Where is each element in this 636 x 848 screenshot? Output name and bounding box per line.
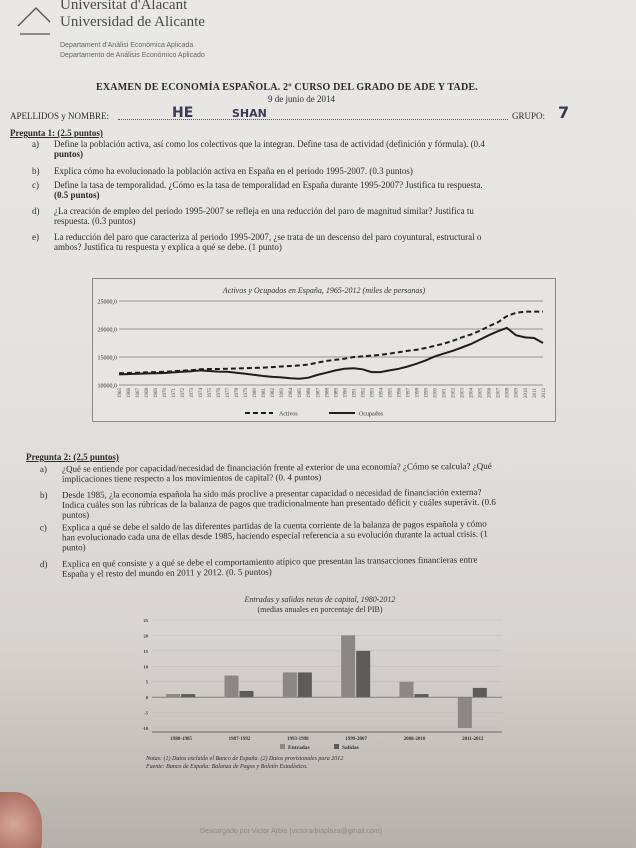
q2-item-text-cont2: puntos): [62, 509, 90, 520]
q1-item-d: [32, 206, 617, 230]
q2-item-c: [40, 517, 620, 556]
capital-flows-chart: [130, 592, 510, 792]
x-category-label: 2011-2012: [462, 737, 484, 742]
bar-salidas: [181, 694, 195, 697]
university-name-valencian: Universitat d'Alacant: [60, 0, 188, 13]
line-chart-svg: [93, 279, 555, 421]
legend-label-salidas: Salidas: [342, 745, 359, 751]
legend-swatch-entradas: [280, 744, 285, 749]
q1-item-a: [32, 139, 612, 163]
x-tick-label: 1977: [226, 388, 232, 398]
x-tick-label: 1976: [217, 388, 223, 398]
q2-item-letter: d): [39, 558, 48, 570]
chart-source: Fuente: Banco de España: Balanza de Pagos y Boletín Estadístico.: [146, 764, 308, 770]
q1-item-c: [32, 180, 617, 204]
q1-item-letter: e): [32, 232, 39, 242]
x-tick-label: 2011: [532, 388, 538, 398]
x-tick-label: 1985: [298, 388, 304, 398]
x-tick-label: 2012: [541, 388, 547, 398]
legend-label-entradas: Entradas: [288, 745, 310, 751]
x-tick-label: 1975: [208, 388, 214, 398]
y-tick-label: 20: [143, 633, 148, 639]
series-line-ocupados: [119, 328, 543, 379]
bar-salidas: [298, 672, 312, 697]
x-tick-label: 1995: [388, 388, 394, 398]
q1-item-letter: c): [32, 180, 39, 190]
university-name-spanish: Universidad de Alicante: [60, 14, 205, 30]
q1-item-b: [32, 166, 612, 178]
bar-entradas: [341, 635, 355, 697]
y-tick-label: 25000,0: [97, 299, 117, 306]
surname-label: APELLIDOS y NOMBRE:: [10, 111, 110, 121]
q1-item-text: La reducción del paro que caracteriza al periodo 1995-2007, ¿se trata de un descenso del paro coyuntural, estructural o: [54, 232, 482, 242]
y-tick-label: 25: [143, 618, 148, 623]
x-tick-label: 1990: [343, 388, 349, 398]
bar-entradas: [458, 697, 472, 728]
x-tick-label: 1981: [262, 388, 268, 398]
q2-item-letter: a): [39, 463, 47, 475]
x-tick-label: 1970: [162, 388, 168, 398]
chart-title: Entradas y salidas netas de capital, 1980-2012: [244, 595, 396, 604]
group-label: GRUPO:: [512, 111, 546, 121]
y-tick-label: 10: [143, 664, 148, 670]
x-tick-label: 1980: [253, 388, 259, 398]
legend-label-ocupados: Ocupados: [359, 411, 383, 418]
x-tick-label: 2005: [478, 388, 484, 398]
q2-item-text: ¿Qué se entiende por capacidad/necesidad de financiación frente al exterior de una economía? ¿Cómo se calcula? ¿Qué: [61, 460, 492, 474]
q2-item-text-cont: han evolucionado cada una de ellas desde 1985, haciendo especial referencia a su evolución durante la actual crisis. (1: [61, 528, 488, 543]
x-category-label: 2008-2010: [403, 737, 426, 742]
x-tick-label: 2003: [460, 388, 466, 398]
q1-item-text: Explica cómo ha evolucionado la población activa en España en el periodo 1995-2007. (0.3 puntos): [54, 166, 413, 176]
handwritten-group: 7: [558, 103, 570, 122]
x-tick-label: 1983: [280, 388, 286, 398]
x-tick-label: 1968: [144, 388, 150, 398]
y-tick-label: 5: [145, 679, 148, 685]
x-category-label: 1993-1998: [286, 737, 309, 742]
department-valencian: Departament d'Anàlisi Econòmica Aplicada: [60, 42, 194, 49]
y-tick-label: 15000,0: [97, 355, 117, 362]
q2-item-text-cont2: punto): [62, 542, 86, 553]
x-category-label: 1980-1985: [170, 737, 193, 742]
x-tick-label: 2002: [451, 388, 457, 398]
q1-item-letter: b): [32, 166, 40, 176]
x-tick-label: 1966: [126, 388, 132, 398]
q1-item-text: Define la tasa de temporalidad. ¿Cómo es la tasa de temporalidad en España durante 1995-2007? Justifica tu respuesta.: [54, 180, 483, 190]
x-tick-label: 2001: [442, 388, 448, 398]
x-tick-label: 2000: [433, 388, 439, 398]
handwritten-name: SHAN: [232, 107, 267, 120]
x-tick-label: 1982: [271, 388, 277, 398]
x-tick-label: 2008: [505, 388, 511, 398]
q2-item-text: Explica en qué consiste y a qué se debe el comportamiento atípico que presentan las transacciones financieras entre: [61, 554, 478, 569]
x-tick-label: 1991: [352, 388, 358, 398]
q1-item-letter: d): [32, 206, 40, 216]
x-tick-label: 1965: [117, 388, 123, 398]
q2-item-d: [40, 553, 625, 583]
x-category-label: 1999-2007: [345, 737, 368, 742]
x-tick-label: 2007: [496, 388, 502, 398]
x-tick-label: 1967: [135, 388, 141, 398]
activos-ocupados-chart: [92, 278, 556, 422]
x-tick-label: 1997: [406, 388, 412, 398]
chart-subtitle: (medias anuales en porcentaje del PIB): [257, 605, 383, 614]
x-tick-label: 2009: [514, 388, 520, 398]
q2-item-letter: b): [39, 489, 48, 501]
question-1-heading: Pregunta 1: (2.5 puntos): [10, 128, 103, 138]
q1-item-e: [32, 232, 622, 256]
q2-item-text-cont: Indica cuáles son las rúbricas de la balanza de pagos que tradicionalmente han presentado déficit y cuáles superávit. (0.6: [61, 496, 496, 510]
thumb-photo-element: [0, 792, 42, 848]
x-tick-label: 1986: [307, 388, 313, 398]
bar-chart-svg: [130, 592, 510, 792]
x-tick-label: 1994: [379, 388, 385, 398]
x-tick-label: 1978: [235, 388, 241, 398]
download-watermark: Descargado por Victor Arbia (victorarbiaplaza@gmail.com): [200, 828, 383, 835]
q1-item-text: Define la población activa, así como los colectivos que la integran. Define tasa de actividad (definición y fórmula). (0.4: [54, 139, 485, 149]
series-line-activos: [119, 312, 543, 374]
x-tick-label: 2006: [487, 388, 493, 398]
q2-item-text-cont: implicaciones tiene respecto a los movimientos de capital? (0. 4 puntos): [61, 472, 322, 484]
legend-label-activos: Activos: [279, 411, 298, 418]
q1-item-text-cont: puntos): [54, 149, 84, 159]
exam-date: 9 de junio de 2014: [268, 94, 335, 104]
y-tick-label: 10000,0: [97, 383, 117, 390]
bar-salidas: [473, 688, 487, 697]
exam-title: EXAMEN DE ECONOMÍA ESPAÑOLA. 2º CURSO DEL GRADO DE ADE Y TADE.: [96, 82, 478, 93]
q1-item-text-cont: (0.5 puntos): [54, 190, 100, 200]
university-logo: [14, 2, 54, 42]
x-tick-label: 1996: [397, 388, 403, 398]
chart-notes: Notas: (1) Datos excluido el Banco de España. (2) Datos provisionales para 2012: [146, 756, 344, 762]
x-tick-label: 2010: [523, 388, 529, 398]
bar-salidas: [240, 691, 254, 697]
x-tick-label: 2004: [469, 388, 475, 398]
x-tick-label: 1972: [180, 388, 186, 398]
q1-item-text-cont: respuesta. (0.3 puntos): [54, 216, 136, 226]
x-tick-label: 1999: [424, 388, 430, 398]
handwritten-surname: HE: [172, 105, 194, 121]
q2-item-a: [40, 460, 620, 488]
x-category-label: 1987-1992: [228, 737, 251, 742]
x-tick-label: 1993: [370, 388, 376, 398]
department-spanish: Departamento de Análisis Económico Aplicado: [60, 52, 205, 59]
x-tick-label: 1987: [316, 388, 322, 398]
x-tick-label: 1998: [415, 388, 421, 398]
y-tick-label: 20000,0: [97, 327, 117, 334]
x-tick-label: 1992: [361, 388, 367, 398]
q1-item-text: ¿La creación de empleo del periodo 1995-2007 se refleja en una reducción del paro de magnitud similar? Justifica tu: [54, 206, 474, 216]
bar-entradas: [400, 682, 414, 697]
q2-item-text: Desde 1985, ¿la economía española ha sido más proclive a presentar capacidad o necesidad de financiación externa?: [61, 486, 482, 500]
x-tick-label: 1974: [198, 388, 204, 398]
bar-entradas: [166, 694, 180, 697]
bar-salidas: [415, 694, 429, 697]
q1-item-text-cont: ambos? Justifica tu respuesta y explica a qué se debe. (1 punto): [54, 242, 282, 252]
x-tick-label: 1973: [189, 388, 195, 398]
x-tick-label: 1979: [244, 388, 250, 398]
y-tick-label: 0: [145, 695, 148, 701]
q2-item-text-cont: España y el resto del mundo en 2011 y 2012. (0. 5 puntos): [61, 566, 272, 579]
chart-title: Activos y Ocupados en España, 1965-2012 (miles de personas): [222, 286, 426, 295]
question-2-heading: Pregunta 2: (2,5 puntos): [26, 452, 119, 462]
q2-item-letter: c): [39, 522, 47, 533]
x-tick-label: 1969: [153, 388, 159, 398]
x-tick-label: 1971: [171, 388, 177, 398]
legend-swatch-salidas: [334, 744, 339, 749]
x-tick-label: 1989: [334, 388, 340, 398]
q1-item-letter: a): [32, 139, 39, 149]
y-tick-label: -5: [144, 710, 148, 716]
y-tick-label: 15: [143, 648, 148, 654]
bar-entradas: [283, 672, 297, 697]
bar-entradas: [225, 676, 239, 698]
bar-salidas: [356, 651, 370, 697]
x-tick-label: 1988: [325, 388, 331, 398]
y-tick-label: -10: [142, 726, 148, 731]
q2-item-text: Explica a qué se debe el saldo de las diferentes partidas de la cuenta corriente de la balanza de pagos española y cómo: [61, 518, 487, 533]
x-tick-label: 1984: [289, 388, 295, 398]
